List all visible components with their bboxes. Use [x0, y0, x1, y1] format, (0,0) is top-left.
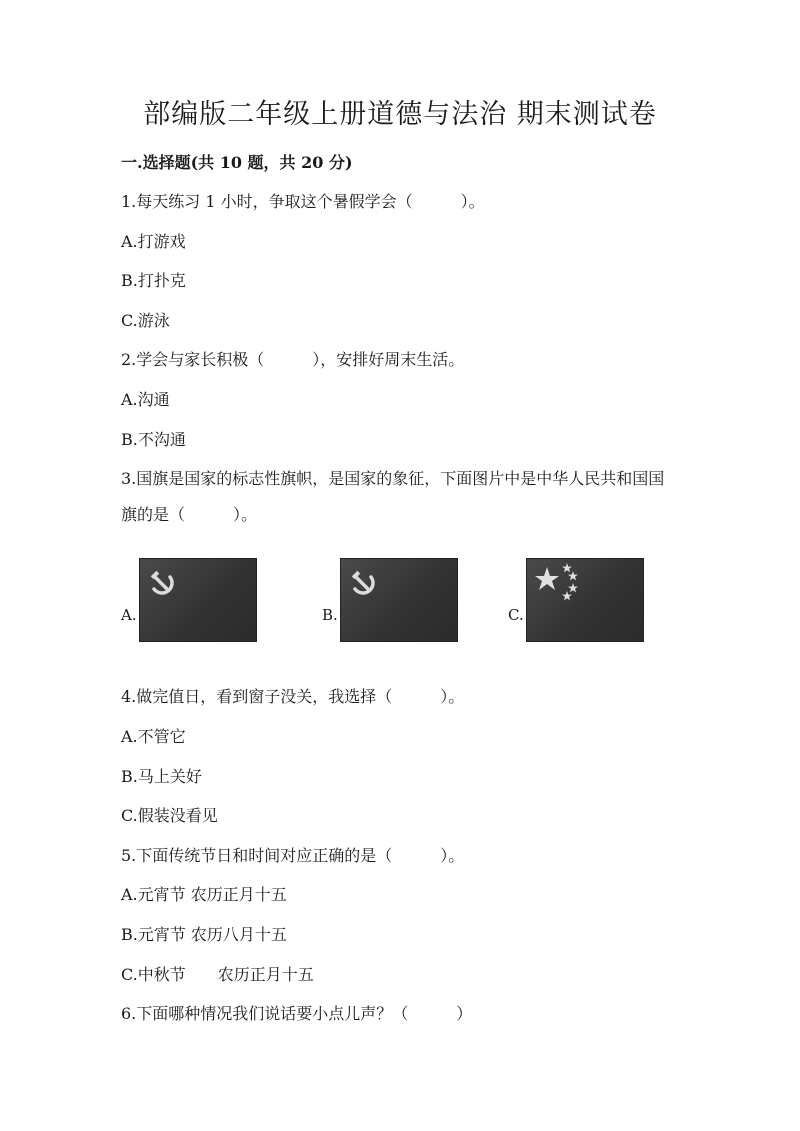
question-3-stem-line-2: 旗的是（ ）。: [121, 505, 258, 524]
flag-option-b-label: B.: [322, 606, 338, 624]
five-stars-emblem-icon: [527, 559, 643, 641]
flag-option-b: [322, 558, 462, 642]
flag-option-c-label: C.: [508, 606, 524, 624]
question-6-stem: 6.下面哪种情况我们说话要小点儿声？（ ）: [121, 1004, 473, 1023]
question-5-option-a: A.元宵节 农历正月十五: [121, 885, 287, 904]
question-1-stem: 1.每天练习 1 小时，争取这个暑假学会（ ）。: [121, 192, 485, 211]
flag-option-a: [121, 558, 261, 642]
page-title: 部编版二年级上册道德与法治 期末测试卷: [143, 99, 657, 130]
question-1-option-b: B.打扑克: [121, 271, 186, 290]
question-4-option-c: C.假装没看见: [121, 806, 218, 825]
question-3-stem-line-1: 3.国旗是国家的标志性旗帜，是国家的象征，下面图片中是中华人民共和国国: [121, 469, 665, 488]
question-5-option-b: B.元宵节 农历八月十五: [121, 925, 287, 944]
hammer-sickle-emblem-icon: [140, 559, 256, 641]
question-5-stem: 5.下面传统节日和时间对应正确的是（ ）。: [121, 846, 465, 865]
hammer-sickle-flag-icon: [340, 558, 458, 642]
hammer-sickle-emblem-icon: [341, 559, 457, 641]
question-1-option-c: C.游泳: [121, 311, 170, 330]
question-4-stem: 4.做完值日，看到窗子没关，我选择（ ）。: [121, 687, 465, 706]
question-5-option-c: C.中秋节 农历正月十五: [121, 965, 314, 984]
question-1-option-a: A.打游戏: [121, 232, 186, 251]
question-2-option-a: A.沟通: [121, 390, 170, 409]
hammer-sickle-flag-icon: [139, 558, 257, 642]
flag-option-a-label: A.: [121, 606, 137, 624]
question-4-option-b: B.马上关好: [121, 767, 202, 786]
section-heading: 一.选择题(共 10 题，共 20 分): [121, 153, 353, 172]
flag-option-c: [508, 558, 648, 642]
question-4-option-a: A.不管它: [121, 727, 186, 746]
five-star-flag-icon: [526, 558, 644, 642]
question-2-option-b: B.不沟通: [121, 430, 186, 449]
question-2-stem: 2.学会与家长积极（ ），安排好周末生活。: [121, 350, 465, 369]
